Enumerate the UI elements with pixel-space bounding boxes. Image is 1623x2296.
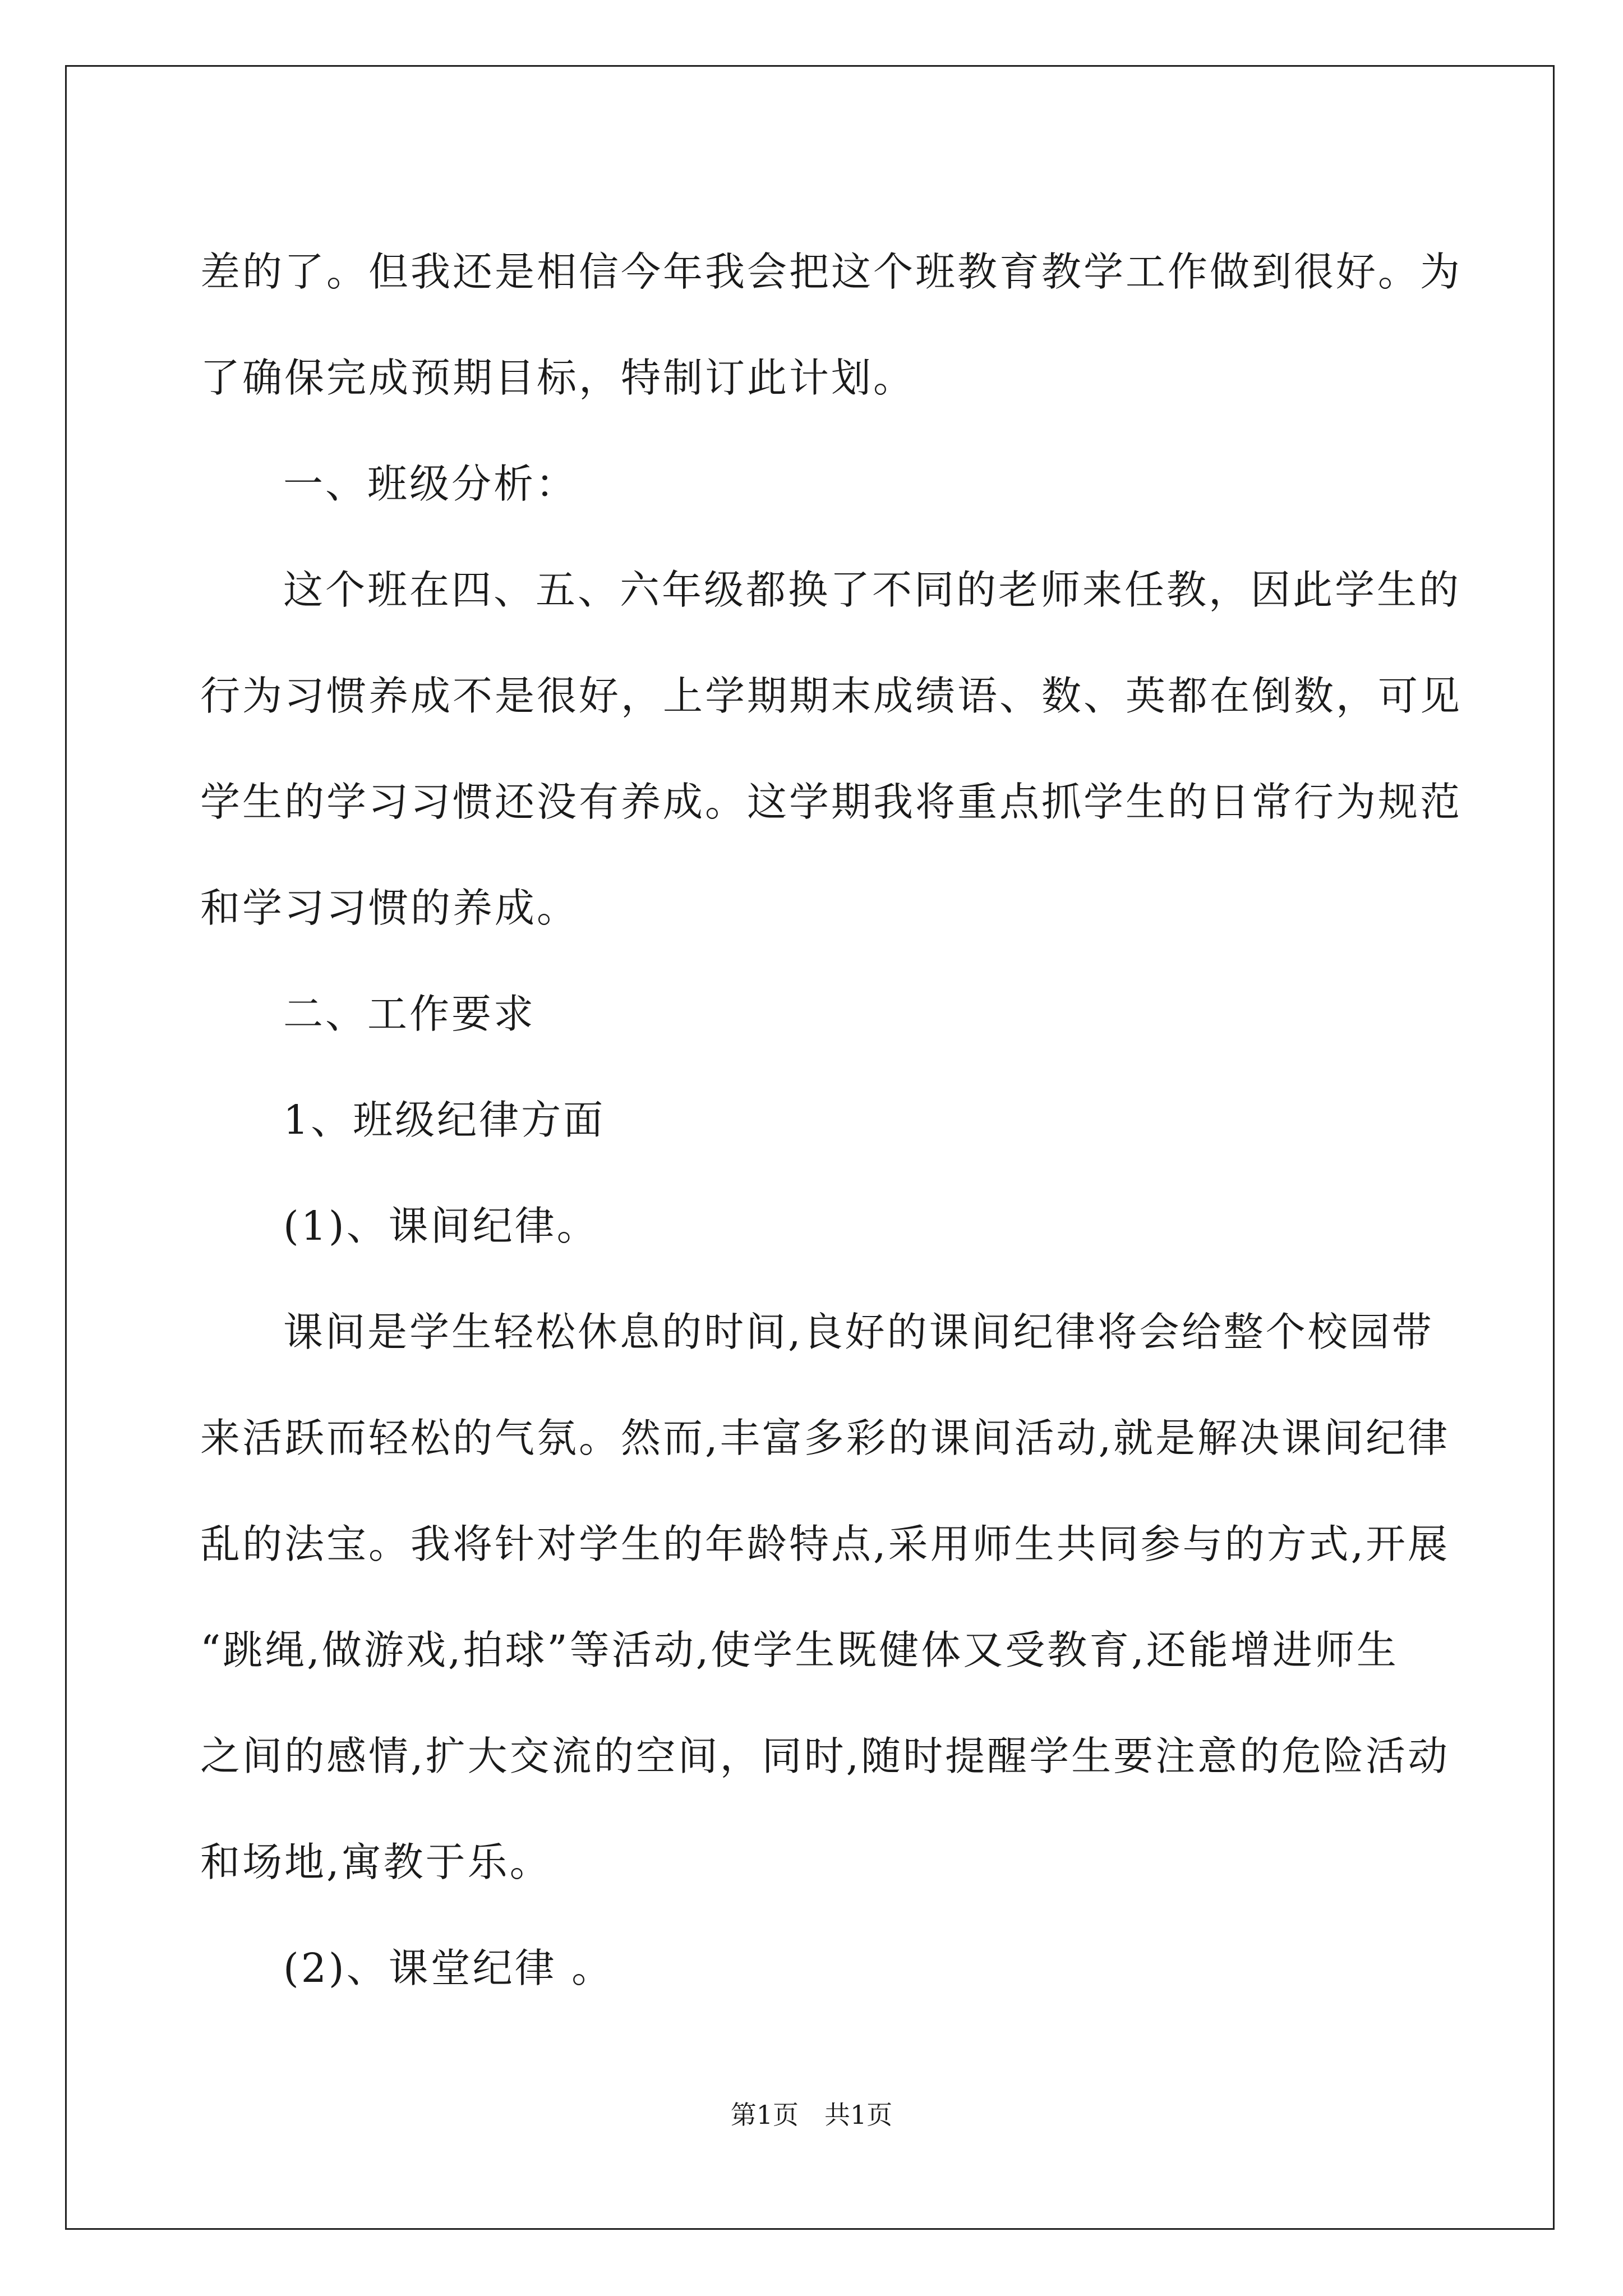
subheading-break-discipline: (1)、课间纪律。 bbox=[283, 1203, 599, 1249]
text-line-2: 了确保完成预期目标，特制订此计划。 bbox=[200, 355, 916, 401]
text-line-1: 差的了。但我还是相信今年我会把这个班教育教学工作做到很好。为 bbox=[200, 249, 1463, 295]
text-line-15: 之间的感情,扩大交流的空间，同时,随时提醒学生要注意的危险活动 bbox=[200, 1733, 1450, 1779]
page-number-footer: 第1页 共1页 bbox=[730, 2100, 893, 2130]
text-line-6: 学生的学习习惯还没有养成。这学期我将重点抓学生的日常行为规范 bbox=[200, 779, 1463, 825]
section-heading-class-analysis: 一、班级分析： bbox=[283, 461, 578, 507]
subheading-class-discipline: 1、班级纪律方面 bbox=[283, 1097, 606, 1143]
text-line-11: 课间是学生轻松休息的时间,良好的课间纪律将会给整个校园带 bbox=[283, 1309, 1434, 1355]
section-heading-work-requirements: 二、工作要求 bbox=[283, 991, 536, 1037]
text-line-14: “跳绳,做游戏,拍球”等活动,使学生既健体又受教育,还能增进师生 bbox=[200, 1627, 1399, 1673]
text-line-16: 和场地,寓教于乐。 bbox=[200, 1839, 552, 1885]
text-line-13: 乱的法宝。我将针对学生的年龄特点,采用师生共同参与的方式,开展 bbox=[200, 1521, 1450, 1567]
document-body bbox=[200, 219, 1463, 2021]
text-line-7: 和学习习惯的养成。 bbox=[200, 885, 579, 931]
text-line-12: 来活跃而轻松的气氛。然而,丰富多彩的课间活动,就是解决课间纪律 bbox=[200, 1415, 1450, 1461]
text-line-4: 这个班在四、五、六年级都换了不同的老师来任教，因此学生的 bbox=[283, 567, 1461, 613]
subheading-classroom-discipline: (2)、课堂纪律 。 bbox=[283, 1945, 614, 1991]
text-line-5: 行为习惯养成不是很好，上学期期末成绩语、数、英都在倒数，可见 bbox=[200, 673, 1463, 719]
